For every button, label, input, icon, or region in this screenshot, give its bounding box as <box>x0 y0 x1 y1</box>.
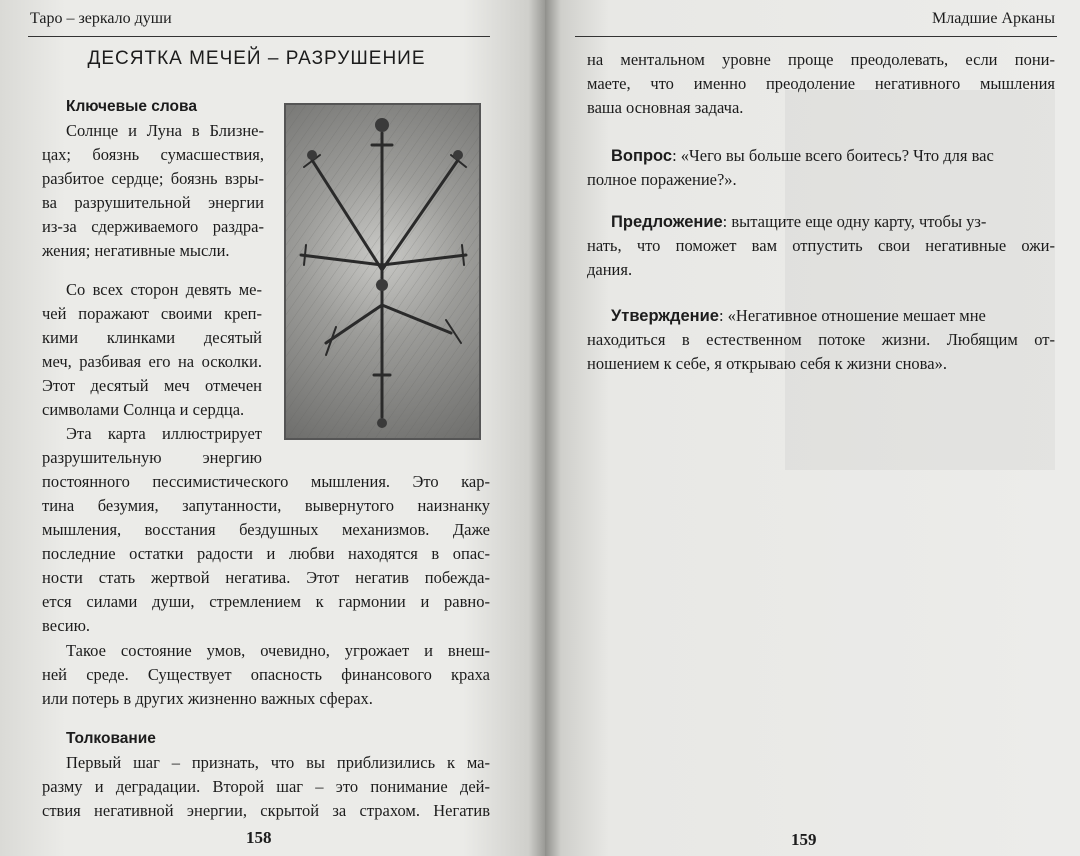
suggestion-line: нать, что поможет вам отпустить свои негативные ожи- <box>587 236 1055 255</box>
interpretation-heading: Толкование <box>66 730 156 747</box>
question-line <box>611 148 994 165</box>
affirmation-text: : «Негативное отношение мешает мне <box>718 306 986 325</box>
paragraph-line: Со всех сторон девять ме- <box>66 280 262 299</box>
keywords-line: жения; негативные мысли. <box>42 241 230 260</box>
paragraph-line: меч, разбивая его на осколки. <box>42 352 262 371</box>
paragraph-line: мышления, восстания бездушных механизмов. Даже <box>42 520 490 539</box>
keywords-line: ва разрушительной энергии <box>42 193 264 212</box>
paragraph-line: ности стать жертвой негатива. Этот негатив побежда- <box>42 568 490 587</box>
affirmation-line <box>611 308 986 325</box>
header-rule-left <box>28 36 490 37</box>
paragraph-line: разму и деградации. Второй шаг – это понимание дей- <box>42 777 490 796</box>
keywords-line: Солнце и Луна в Близне- <box>66 121 264 140</box>
paragraph-line: весию. <box>42 616 91 635</box>
swords-illustration <box>286 105 479 438</box>
suggestion-line: дания. <box>587 260 633 279</box>
affirmation-line: ношением к себе, я открываю себя к жизни снова». <box>587 354 947 373</box>
paragraph-line: ваша основная задача. <box>587 98 744 117</box>
paragraph-line: тина безумия, запутанности, вывернутого наизнанку <box>42 496 490 515</box>
keywords-line: разбитое сердце; боязнь взры- <box>42 169 264 188</box>
question-label: Вопрос <box>611 147 673 165</box>
chapter-title: ДЕСЯТКА МЕЧЕЙ – РАЗРУШЕНИЕ <box>87 48 426 69</box>
affirmation-label: Утверждение <box>611 307 719 325</box>
paragraph-line: маете, что именно преодоление негативного мышления <box>587 74 1055 93</box>
paragraph-line: последние остатки радости и любви находятся в опас- <box>42 544 490 563</box>
right-page <box>545 0 1080 856</box>
paragraph-line: Первый шаг – признать, что вы приблизились к ма- <box>66 753 490 772</box>
question-line: полное поражение?». <box>587 170 737 189</box>
running-head-right: Младшие Арканы <box>932 10 1055 27</box>
paragraph-line: ствия негативной энергии, скрытой за страхом. Негатив <box>42 801 490 820</box>
paragraph-line: Этот десятый меч отмечен <box>42 376 262 395</box>
affirmation-line: находиться в естественном потоке жизни. Любящим от- <box>587 330 1055 349</box>
paragraph-line: символами Солнца и сердца. <box>42 400 245 419</box>
paragraph-line: или потерь в других жизненно важных сферах. <box>42 689 373 708</box>
running-head-left: Таро – зеркало души <box>30 10 172 27</box>
paragraph-line: ней среде. Существует опасность финансового краха <box>42 665 490 684</box>
question-text: : «Чего вы больше всего боитесь? Что для вас <box>672 146 994 165</box>
paragraph-line: ется силами души, стремлением к гармонии и равно- <box>42 592 490 611</box>
paragraph-line: постоянного пессимистического мышления. Это кар- <box>42 472 490 491</box>
suggestion-line <box>611 214 986 231</box>
keywords-line: из-за сдерживаемого раздра- <box>42 217 264 236</box>
suggestion-label: Предложение <box>611 213 723 231</box>
paragraph-line: кими клинками десятый <box>42 328 262 347</box>
ten-of-swords-card-image <box>284 103 481 440</box>
keywords-line: цах; боязнь сумасшествия, <box>42 145 264 164</box>
paragraph-line: Эта карта иллюстрирует <box>66 424 262 443</box>
keywords-heading: Ключевые слова <box>66 98 197 115</box>
paragraph-line: чей поражают своими креп- <box>42 304 262 323</box>
suggestion-text: : вытащите еще одну карту, чтобы уз- <box>722 212 987 231</box>
paragraph-line: Такое состояние умов, очевидно, угрожает и внеш- <box>66 641 490 660</box>
page-number-right: 159 <box>791 830 817 849</box>
page-number-left: 158 <box>246 828 272 847</box>
paragraph-line: на ментальном уровне проще преодолевать, если пони- <box>587 50 1055 69</box>
header-rule-right <box>575 36 1057 37</box>
paragraph-line: разрушительную энергию <box>42 448 262 467</box>
